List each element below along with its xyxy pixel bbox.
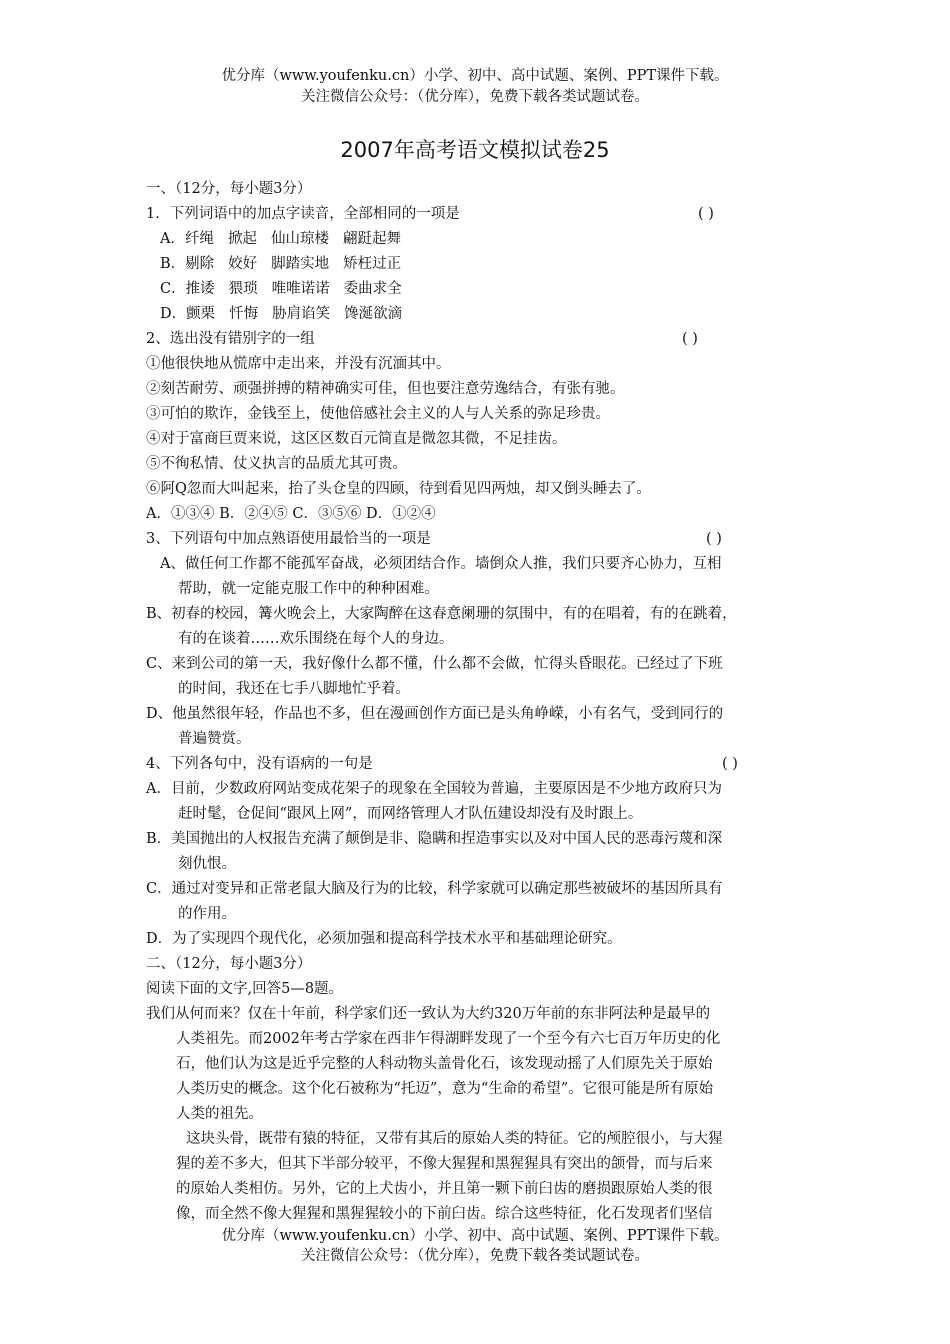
footer-line-2: 关注微信公众号：（优分库），免费下载各类试题试卷。 bbox=[301, 1248, 649, 1264]
q1-d-1: 忏悔 bbox=[229, 306, 259, 322]
section-1-heading: 一、（12分，每小题3分） bbox=[146, 181, 312, 197]
q1-option-c bbox=[146, 277, 826, 302]
passage-line: 猩的差不多大，但其下半部分较平，不像大猩猩和黑猩猩具有突出的颌骨，而与后来 bbox=[176, 1156, 713, 1172]
q1-b-1: 姣好 bbox=[228, 256, 258, 272]
answer-paren-1: ( ) bbox=[698, 206, 714, 222]
q2-item: ⑥阿Q忽而大叫起来，抬了头仓皇的四顾，待到看见四两烛，却又倒头睡去了。 bbox=[146, 481, 651, 497]
q2-item: ④对于富商巨贾来说，这区区数百元简直是微忽其微，不足挂齿。 bbox=[146, 431, 567, 447]
footer-line-1: 优分库（www.youfenku.cn）小学、初中、高中试题、案例、PPT课件下载。 bbox=[221, 1228, 729, 1244]
q4-b-line: B．美国抛出的人权报告充满了颠倒是非、隐瞒和捏造事实以及对中国人民的恶毒污蔑和深 bbox=[146, 831, 723, 847]
passage-line: 石，他们认为这是近乎完整的人科动物头盖骨化石，该发现动摇了人们原先关于原始 bbox=[176, 1056, 713, 1072]
q1-a-3: 翩跹起舞 bbox=[342, 231, 401, 247]
q3-d-line: 普遍赞赏。 bbox=[178, 731, 251, 747]
q3-c-line: C、来到公司的第一天，我好像什么都不懂，什么都不会做，忙得头昏眼花。已经过了下班 bbox=[146, 656, 723, 672]
q2-item: ①他很快地从慌席中走出来，并没有沉湎其中。 bbox=[146, 356, 451, 372]
q4-c-line: 的作用。 bbox=[178, 906, 236, 922]
q3-option-a bbox=[146, 552, 826, 602]
question-2-stem bbox=[146, 327, 826, 352]
q1-option-d bbox=[146, 302, 826, 327]
q1-d-0: D．颤栗 bbox=[160, 306, 216, 322]
question-4-text: 4、下列各句中，没有语病的一句是 bbox=[146, 756, 373, 772]
q3-a-line: 帮助，就一定能克服工作中的种种困难。 bbox=[178, 581, 439, 597]
q1-a-0: A．纤绳 bbox=[160, 231, 214, 247]
passage-line: 人类祖先。而2002年考古学家在西非乍得湖畔发现了一个至今有六七百万年历史的化 bbox=[176, 1031, 721, 1047]
question-1-text: 1．下列词语中的加点字读音，全部相同的一项是 bbox=[146, 206, 460, 222]
page-title: 2007年高考语文模拟试卷25 bbox=[340, 138, 610, 162]
q1-option-a bbox=[146, 227, 826, 252]
q4-option-c bbox=[146, 877, 826, 927]
passage-line: 像，而全然不像大猩猩和黑猩猩较小的下前臼齿。综合这些特征，化石发现者们坚信 bbox=[176, 1206, 713, 1222]
q3-b-line: 有的在谈着……欢乐围绕在每个人的身边。 bbox=[178, 631, 454, 647]
q4-a-line: 赶时髦，仓促间“跟风上网”，而网络管理人才队伍建设却没有及时跟上。 bbox=[178, 806, 643, 822]
q4-option-b bbox=[146, 827, 826, 877]
q1-b-2: 脚踏实地 bbox=[271, 256, 330, 272]
section-2-heading: 二、（12分，每小题3分） bbox=[146, 956, 312, 972]
q1-d-2: 胁肩谄笑 bbox=[272, 306, 331, 322]
section-2-intro: 阅读下面的文字,回答5—8题。 bbox=[146, 981, 344, 997]
question-3-text: 3、下列语句中加点熟语使用最恰当的一项是 bbox=[146, 531, 431, 547]
question-2-text: 2、选出没有错别字的一组 bbox=[146, 331, 315, 347]
q1-b-0: B．剔除 bbox=[160, 256, 215, 272]
passage-line: 这块头骨，既带有猿的特征，又带有其后的原始人类的特征。它的颅腔很小，与大猩 bbox=[186, 1131, 723, 1147]
header-line-1: 优分库（www.youfenku.cn）小学、初中、高中试题、案例、PPT课件下载。 bbox=[221, 68, 729, 84]
q3-b-line: B、初春的校园，篝火晚会上，大家陶醉在这春意阑珊的氛围中，有的在唱着，有的在跳着， bbox=[146, 606, 737, 622]
q4-c-line: C．通过对变异和正常老鼠大脑及行为的比较，科学家就可以确定那些被破坏的基因所具有 bbox=[146, 881, 723, 897]
q1-c-2: 唯唯诺诺 bbox=[271, 281, 330, 297]
q4-option-d: D．为了实现四个现代化，必须加强和提高科学技术水平和基础理论研究。 bbox=[146, 931, 622, 947]
question-3-stem bbox=[146, 527, 826, 552]
q2-item: ②刻苦耐劳、顽强拼搏的精神确实可佳，但也要注意劳逸结合，有张有驰。 bbox=[146, 381, 625, 397]
passage-paragraph-2 bbox=[146, 1127, 826, 1227]
q3-option-c bbox=[146, 652, 826, 702]
page-footer bbox=[0, 1226, 950, 1266]
q1-c-3: 委曲求全 bbox=[343, 281, 402, 297]
q1-c-0: C．推诿 bbox=[160, 281, 215, 297]
answer-paren-2: ( ) bbox=[682, 331, 698, 347]
q3-option-b bbox=[146, 602, 826, 652]
q4-b-line: 刻仇恨。 bbox=[178, 856, 236, 872]
passage-line: 人类历史的概念。这个化石被称为“托迈”，意为“生命的希望”。它很可能是所有原始 bbox=[176, 1081, 714, 1097]
q1-d-3: 馋涎欲滴 bbox=[344, 306, 403, 322]
q2-item: ③可怕的欺诈，金钱至上，使他倍感社会主义的人与人关系的弥足珍贵。 bbox=[146, 406, 610, 422]
answer-paren-3: ( ) bbox=[706, 531, 722, 547]
q1-b-3: 矫枉过正 bbox=[343, 256, 402, 272]
q1-a-2: 仙山琼楼 bbox=[270, 231, 329, 247]
page-header bbox=[0, 66, 950, 108]
q3-c-line: 的时间，我还在七手八脚地忙乎着。 bbox=[178, 681, 410, 697]
q4-option-a bbox=[146, 777, 826, 827]
q3-a-line: A、做任何工作都不能孤军奋战，必须团结合作。墙倒众人推，我们只要齐心协力，互相 bbox=[160, 556, 722, 572]
q1-a-1: 掀起 bbox=[227, 231, 257, 247]
passage-line: 我们从何而来？仅在十年前，科学家们还一致认为大约320万年前的东非阿法种是最早的 bbox=[146, 1006, 711, 1022]
answer-paren-4: ( ) bbox=[722, 756, 738, 772]
q1-c-1: 猥琐 bbox=[228, 281, 258, 297]
passage-paragraph-1 bbox=[146, 1002, 826, 1127]
q1-option-b bbox=[146, 252, 826, 277]
q2-item: ⑤不徇私情、仗义执言的品质尤其可贵。 bbox=[146, 456, 407, 472]
passage-line: 的原始人类相仿。另外，它的上犬齿小，并且第一颗下前臼齿的磨损跟原始人类的很 bbox=[176, 1181, 713, 1197]
question-1-stem bbox=[146, 202, 826, 227]
header-line-2: 关注微信公众号：（优分库），免费下载各类试题试卷。 bbox=[301, 89, 649, 105]
exam-content bbox=[146, 177, 826, 1227]
question-4-stem bbox=[146, 752, 826, 777]
q3-option-d bbox=[146, 702, 826, 752]
q2-choices: A．①③④ B．②④⑤ C．③⑤⑥ D．①②④ bbox=[146, 506, 436, 522]
passage-line: 人类的祖先。 bbox=[176, 1106, 263, 1122]
q3-d-line: D、他虽然很年轻，作品也不多，但在漫画创作方面已是头角峥嵘，小有名气，受到同行的 bbox=[146, 706, 724, 722]
q4-a-line: A．目前，少数政府网站变成花架子的现象在全国较为普遍，主要原因是不少地方政府只为 bbox=[146, 781, 722, 797]
